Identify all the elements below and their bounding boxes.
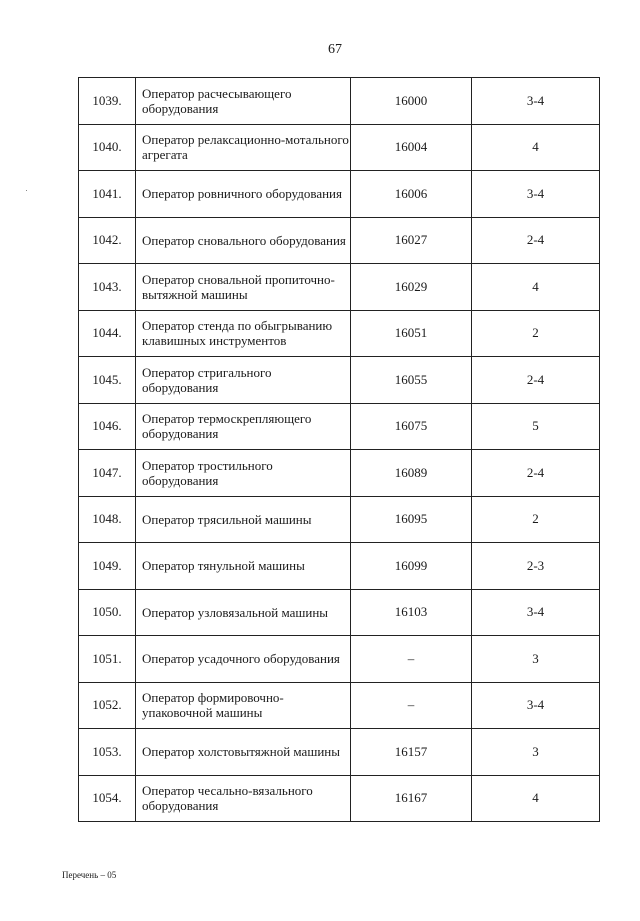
row-number: 1049. <box>79 543 136 590</box>
profession-code: 16006 <box>351 171 472 218</box>
table-row <box>79 124 600 171</box>
grade-range: 3 <box>472 636 600 683</box>
profession-code: – <box>351 636 472 683</box>
scan-artifact <box>26 190 27 191</box>
profession-code: 16029 <box>351 264 472 311</box>
grade-range: 2-4 <box>472 450 600 497</box>
page-number: 67 <box>328 42 342 57</box>
table-row <box>79 682 600 729</box>
grade-range: 3-4 <box>472 589 600 636</box>
grade-range: 3 <box>472 729 600 776</box>
grade-range: 3-4 <box>472 171 600 218</box>
profession-code: 16000 <box>351 78 472 125</box>
table-row <box>79 264 600 311</box>
table-row <box>79 589 600 636</box>
table-row <box>79 775 600 822</box>
profession-code: 16089 <box>351 450 472 497</box>
profession-name: Оператор узловязальной машины <box>136 589 351 636</box>
profession-name: Оператор расчесывающего оборудования <box>136 78 351 125</box>
profession-name: Оператор тянульной машины <box>136 543 351 590</box>
table-row <box>79 636 600 683</box>
profession-table <box>78 77 600 822</box>
grade-range: 3-4 <box>472 682 600 729</box>
profession-code: 16095 <box>351 496 472 543</box>
table-row <box>79 403 600 450</box>
row-number: 1041. <box>79 171 136 218</box>
row-number: 1054. <box>79 775 136 822</box>
profession-name: Оператор стенда по обыгрыванию клавишных инструментов <box>136 310 351 357</box>
grade-range: 2 <box>472 310 600 357</box>
row-number: 1047. <box>79 450 136 497</box>
grade-range: 4 <box>472 775 600 822</box>
profession-name: Оператор тростильного оборудования <box>136 450 351 497</box>
table-row <box>79 496 600 543</box>
table-row <box>79 450 600 497</box>
profession-name: Оператор термоскрепляющего оборудования <box>136 403 351 450</box>
row-number: 1053. <box>79 729 136 776</box>
profession-name: Оператор сновальной пропиточно-вытяжной машины <box>136 264 351 311</box>
table-row <box>79 217 600 264</box>
profession-name: Оператор чесально-вязального оборудования <box>136 775 351 822</box>
table-row <box>79 78 600 125</box>
profession-code: – <box>351 682 472 729</box>
profession-code: 16075 <box>351 403 472 450</box>
profession-name: Оператор стригального оборудования <box>136 357 351 404</box>
grade-range: 4 <box>472 264 600 311</box>
profession-code: 16167 <box>351 775 472 822</box>
table-row <box>79 357 600 404</box>
profession-name: Оператор холстовытяжной машины <box>136 729 351 776</box>
row-number: 1040. <box>79 124 136 171</box>
row-number: 1044. <box>79 310 136 357</box>
row-number: 1052. <box>79 682 136 729</box>
profession-name: Оператор релаксационно-мотального агрегата <box>136 124 351 171</box>
grade-range: 2-3 <box>472 543 600 590</box>
profession-name: Оператор трясильной машины <box>136 496 351 543</box>
row-number: 1042. <box>79 217 136 264</box>
profession-name: Оператор сновального оборудования <box>136 217 351 264</box>
grade-range: 2 <box>472 496 600 543</box>
row-number: 1048. <box>79 496 136 543</box>
profession-name: Оператор усадочного оборудования <box>136 636 351 683</box>
row-number: 1039. <box>79 78 136 125</box>
row-number: 1043. <box>79 264 136 311</box>
table-row <box>79 543 600 590</box>
row-number: 1050. <box>79 589 136 636</box>
profession-name: Оператор ровничного оборудования <box>136 171 351 218</box>
profession-code: 16099 <box>351 543 472 590</box>
row-number: 1045. <box>79 357 136 404</box>
grade-range: 5 <box>472 403 600 450</box>
table-row <box>79 171 600 218</box>
profession-code: 16103 <box>351 589 472 636</box>
profession-code: 16055 <box>351 357 472 404</box>
row-number: 1046. <box>79 403 136 450</box>
grade-range: 4 <box>472 124 600 171</box>
profession-code: 16027 <box>351 217 472 264</box>
profession-code: 16157 <box>351 729 472 776</box>
row-number: 1051. <box>79 636 136 683</box>
grade-range: 3-4 <box>472 78 600 125</box>
grade-range: 2-4 <box>472 217 600 264</box>
profession-code: 16004 <box>351 124 472 171</box>
table-body <box>79 78 600 822</box>
grade-range: 2-4 <box>472 357 600 404</box>
profession-name: Оператор формировочно-упаковочной машины <box>136 682 351 729</box>
table-row <box>79 729 600 776</box>
footer-note: Перечень – 05 <box>62 870 117 880</box>
profession-code: 16051 <box>351 310 472 357</box>
table-row <box>79 310 600 357</box>
